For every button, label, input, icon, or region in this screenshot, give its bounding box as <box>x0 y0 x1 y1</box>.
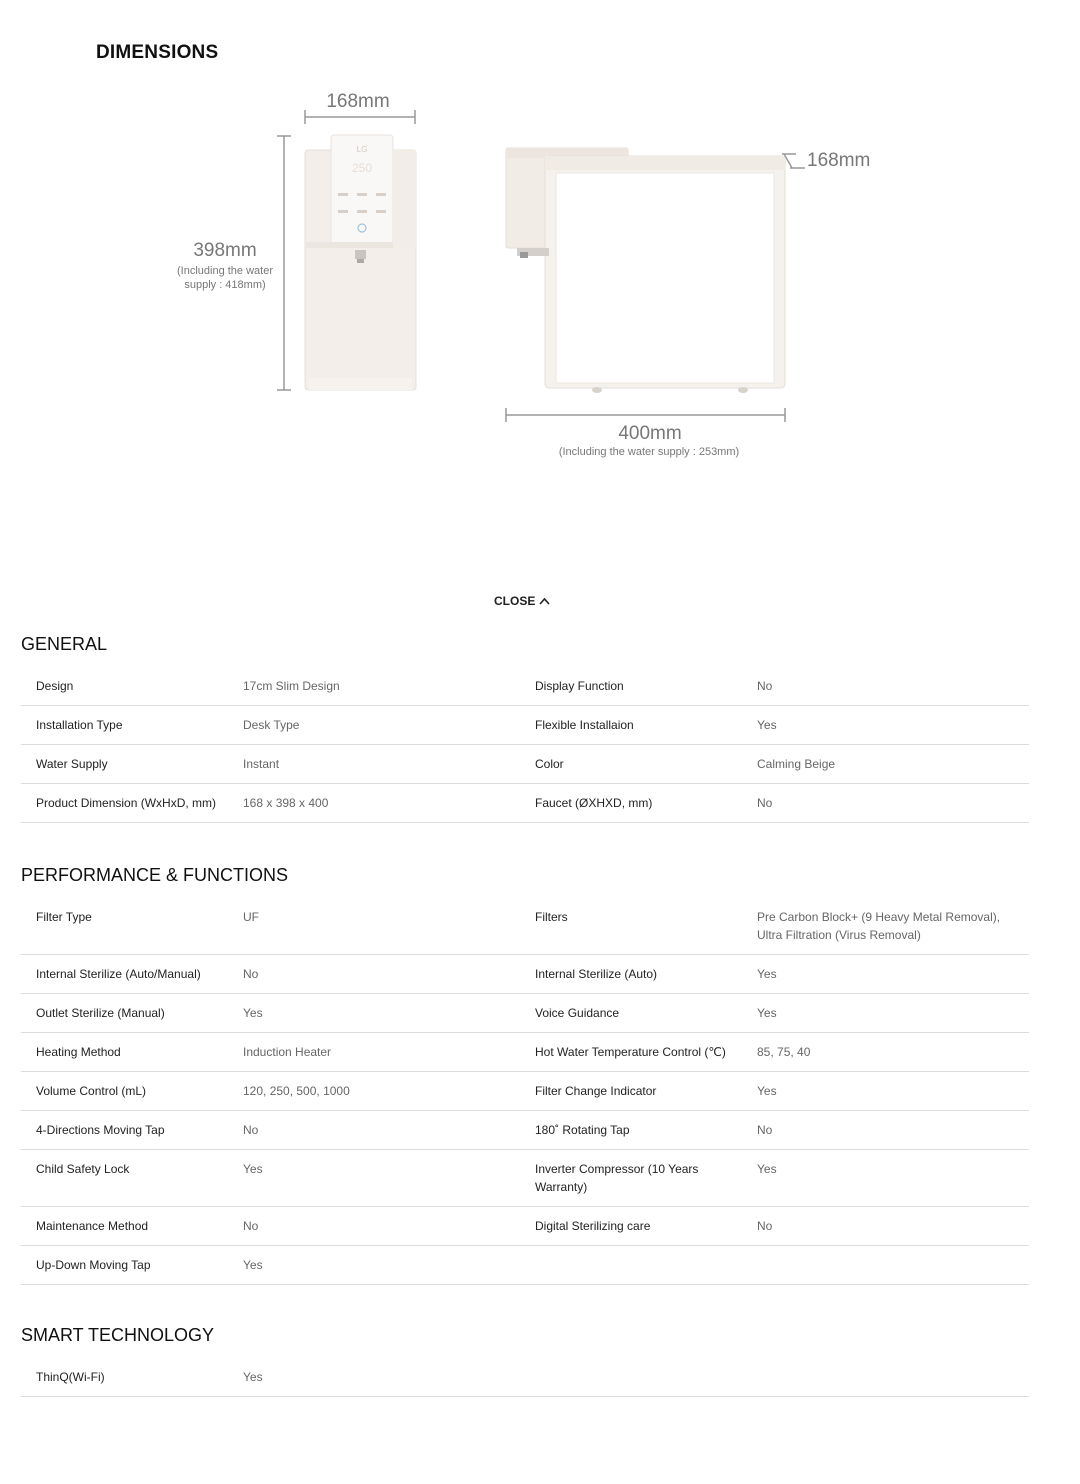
close-label: CLOSE <box>494 594 536 608</box>
spec-label: Product Dimension (WxHxD, mm) <box>36 796 217 810</box>
spec-row <box>21 1358 1029 1397</box>
spec-label: Volume Control (mL) <box>36 1084 147 1098</box>
spec-table-performance <box>21 898 1029 1285</box>
spec-value: Yes <box>757 1084 777 1098</box>
spec-row <box>21 1072 1029 1111</box>
spec-value: Induction Heater <box>243 1045 332 1059</box>
spec-value: No <box>243 967 259 981</box>
front-product-image <box>305 135 416 390</box>
spec-value: 85, 75, 40 <box>757 1045 811 1059</box>
spec-value: Yes <box>243 1006 263 1020</box>
spec-row <box>21 706 1029 745</box>
spec-row <box>21 1150 1029 1207</box>
spec-label: Internal Sterilize (Auto) <box>535 967 658 981</box>
spec-value: Desk Type <box>243 718 300 732</box>
svg-text:LG: LG <box>356 145 368 154</box>
section-title-performance: PERFORMANCE & FUNCTIONS <box>21 865 289 885</box>
svg-text:250: 250 <box>351 161 373 175</box>
side-length-note: (Including the water supply : 253mm) <box>558 446 740 458</box>
spec-value: No <box>243 1123 259 1137</box>
spec-row <box>21 667 1029 706</box>
front-width-label: 168mm <box>326 91 390 112</box>
dimension-drawing <box>0 80 1080 480</box>
spec-label: Display Function <box>535 679 624 693</box>
spec-row <box>21 1111 1029 1150</box>
side-length-label: 400mm <box>618 423 682 444</box>
spec-value: UF <box>243 910 259 924</box>
spec-value: Yes <box>243 1370 263 1384</box>
spec-value: No <box>757 1123 773 1137</box>
spec-label: Voice Guidance <box>535 1006 620 1020</box>
spec-label: Child Safety Lock <box>36 1162 130 1176</box>
spec-row <box>21 784 1029 823</box>
spec-label: Internal Sterilize (Auto/Manual) <box>36 967 201 981</box>
spec-label: Inverter Compressor (10 Years Warranty) <box>535 1162 699 1194</box>
spec-label: Maintenance Method <box>36 1219 149 1233</box>
spec-value: No <box>757 679 773 693</box>
spec-table-smart <box>21 1358 1029 1397</box>
spec-label: Design <box>36 679 74 693</box>
spec-label: Up-Down Moving Tap <box>36 1258 151 1272</box>
spec-row <box>21 1207 1029 1246</box>
spec-value <box>757 1246 1029 1256</box>
spec-label: Installation Type <box>36 718 123 732</box>
spec-value: Yes <box>757 1162 777 1176</box>
spec-value: 120, 250, 500, 1000 <box>243 1084 350 1098</box>
section-title-general: GENERAL <box>21 634 108 654</box>
spec-row <box>21 898 1029 955</box>
spec-label: Water Supply <box>36 757 108 771</box>
spec-label: Filter Type <box>36 910 92 924</box>
spec-label <box>535 1358 757 1368</box>
front-height-note-1: (Including the water <box>177 265 273 277</box>
chevron-up-icon <box>539 597 550 605</box>
spec-value: Yes <box>243 1162 263 1176</box>
spec-value: Pre Carbon Block+ (9 Heavy Metal Removal), Ultra Filtration (Virus Removal) <box>757 910 1001 942</box>
spec-label: Color <box>535 757 564 771</box>
front-height-line <box>277 136 291 390</box>
close-button[interactable] <box>494 594 550 608</box>
spec-label: Outlet Sterilize (Manual) <box>36 1006 165 1020</box>
spec-row <box>21 745 1029 784</box>
spec-value: 17cm Slim Design <box>243 679 340 693</box>
spec-label <box>535 1246 757 1256</box>
section-title-smart: SMART TECHNOLOGY <box>21 1325 215 1345</box>
spec-label: 4-Directions Moving Tap <box>36 1123 165 1137</box>
spec-value: Yes <box>243 1258 263 1272</box>
spec-value <box>757 1358 1029 1368</box>
spec-value: Instant <box>243 757 280 771</box>
spec-value: No <box>757 796 773 810</box>
side-depth-label: 168mm <box>807 150 871 171</box>
spec-value: Yes <box>757 967 777 981</box>
side-product-image <box>506 148 785 393</box>
spec-value: Yes <box>757 1006 777 1020</box>
spec-label: Digital Sterilizing care <box>535 1219 651 1233</box>
spec-label: Heating Method <box>36 1045 121 1059</box>
spec-label: Hot Water Temperature Control (℃) <box>535 1045 726 1059</box>
spec-value: No <box>243 1219 259 1233</box>
spec-table-general <box>21 667 1029 823</box>
spec-label: 180˚ Rotating Tap <box>535 1123 630 1137</box>
spec-value: 168 x 398 x 400 <box>243 796 329 810</box>
spec-label: Filter Change Indicator <box>535 1084 657 1098</box>
front-height-label: 398mm <box>193 240 257 261</box>
spec-row <box>21 955 1029 994</box>
spec-row <box>21 1033 1029 1072</box>
spec-value: Yes <box>757 718 777 732</box>
front-height-note-2: supply : 418mm) <box>184 279 266 291</box>
spec-row <box>21 1246 1029 1285</box>
spec-label: ThinQ(Wi-Fi) <box>36 1370 105 1384</box>
dimensions-figure <box>0 80 1080 480</box>
spec-label: Flexible Installaion <box>535 718 634 732</box>
spec-label: Faucet (ØXHXD, mm) <box>535 796 653 810</box>
spec-label: Filters <box>535 910 568 924</box>
spec-value: Calming Beige <box>757 757 836 771</box>
dimensions-title: DIMENSIONS <box>96 42 219 63</box>
spec-value: No <box>757 1219 773 1233</box>
side-length-line <box>506 408 785 422</box>
spec-row <box>21 994 1029 1033</box>
